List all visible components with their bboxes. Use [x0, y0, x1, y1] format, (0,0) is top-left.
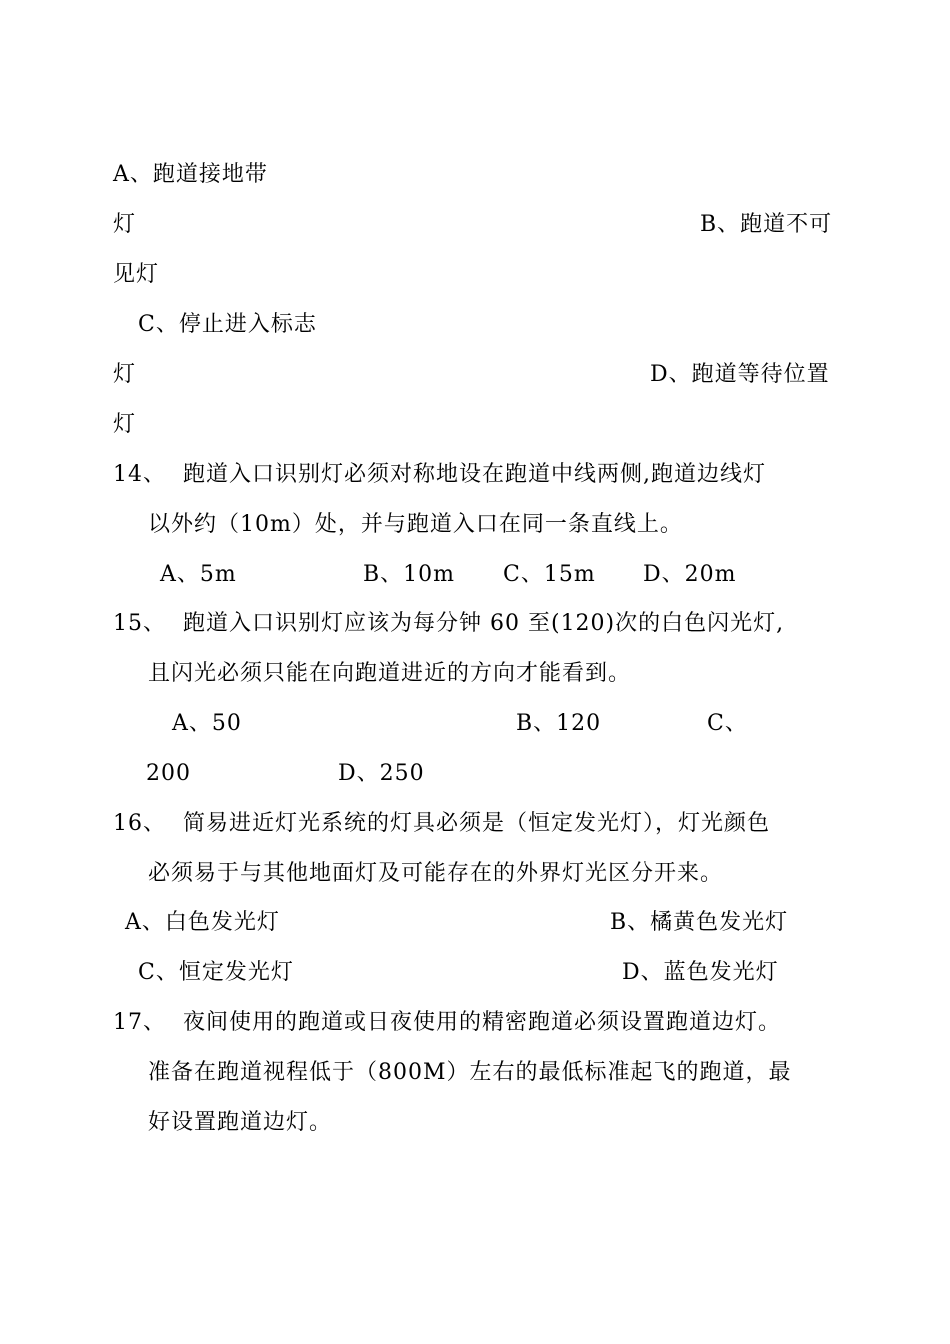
q14-option-b: B、10m [363, 562, 456, 587]
q15-option-d: D、250 [338, 761, 425, 786]
q13-option-d-cont: 灯 [113, 412, 137, 437]
q15-option-a: A、50 [172, 711, 242, 736]
q13-option-b-cont: 见灯 [113, 262, 160, 287]
q15-text-line-2: 且闪光必须只能在向跑道进近的方向才能看到。 [148, 661, 632, 686]
q15-number: 15、 [113, 611, 166, 636]
q13-option-d: D、跑道等待位置 [650, 362, 830, 387]
q14-text-line-2: 以外约（10m）处，并与跑道入口在同一条直线上。 [148, 512, 683, 537]
q17-text-line-1: 夜间使用的跑道或日夜使用的精密跑道必须设置跑道边灯。 [183, 1010, 782, 1035]
q16-option-c: C、恒定发光灯 [138, 960, 294, 985]
q16-number: 16、 [113, 811, 166, 836]
q16-option-d: D、蓝色发光灯 [622, 960, 779, 985]
q16-option-a: A、白色发光灯 [125, 910, 280, 935]
q15-option-c: C、 [707, 711, 748, 736]
q13-option-a: A、跑道接地带 [113, 162, 268, 187]
q17-number: 17、 [113, 1010, 166, 1035]
q13-option-a-cont: 灯 [113, 212, 137, 237]
q16-text-line-1: 简易进近灯光系统的灯具必须是（恒定发光灯），灯光颜色 [183, 811, 771, 836]
q13-option-c: C、停止进入标志 [138, 312, 317, 337]
q13-option-c-cont: 灯 [113, 362, 137, 387]
q17-text-line-3: 好设置跑道边灯。 [148, 1110, 333, 1135]
q17-text-line-2: 准备在跑道视程低于（800M）左右的最低标准起飞的跑道，最 [148, 1060, 792, 1085]
q14-text-line-1: 跑道入口识别灯必须对称地设在跑道中线两侧,跑道边线灯 [183, 462, 766, 487]
q16-option-b: B、橘黄色发光灯 [610, 910, 789, 935]
q15-text-line-1: 跑道入口识别灯应该为每分钟 60 至(120)次的白色闪光灯, [183, 611, 785, 636]
q13-option-b: B、跑道不可 [700, 212, 833, 237]
q16-text-line-2: 必须易于与其他地面灯及可能存在的外界灯光区分开来。 [148, 861, 724, 886]
q15-option-b: B、120 [516, 711, 602, 736]
q14-number: 14、 [113, 462, 166, 487]
q14-option-a: A、5m [160, 562, 237, 587]
q14-option-c: C、15m [503, 562, 596, 587]
q14-option-d: D、20m [643, 562, 737, 587]
q15-option-c-cont: 200 [146, 761, 191, 786]
